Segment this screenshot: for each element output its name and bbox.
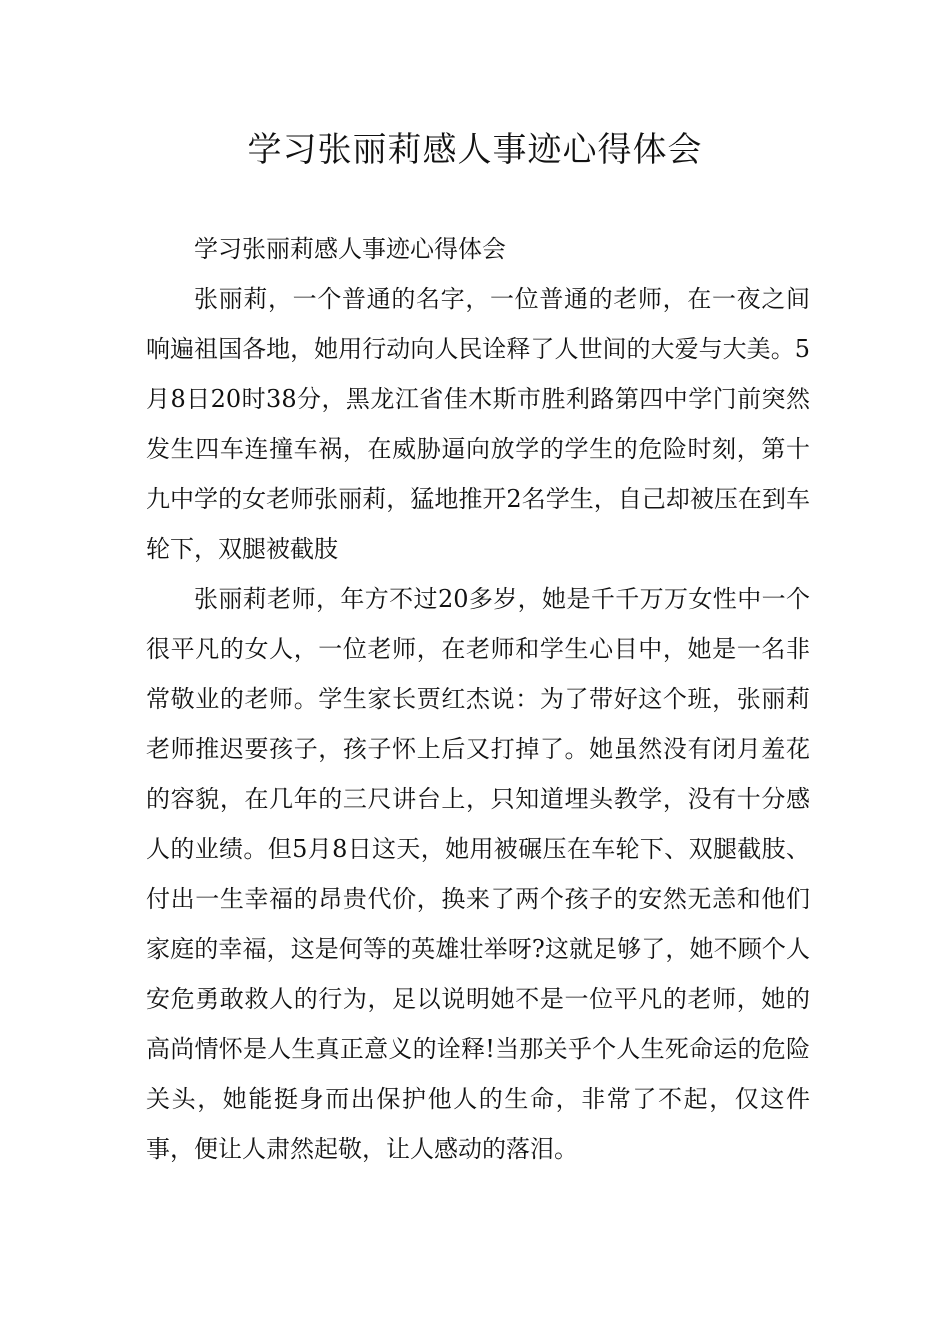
paragraph-1: 张丽莉，一个普通的名字，一位普通的老师，在一夜之间响遍祖国各地，她用行动向人民诠释了人世间的大爱与大美。5月8日20时38分，黑龙江省佳木斯市胜利路第四中学门前突然发生四车连撞车祸，在威胁逼向放学的学生的危险时刻，第十九中学的女老师张丽莉，猛地推开2名学生，自己却被压在到车轮下，双腿被截肢 [146,285,810,563]
document-title: 学习张丽莉感人事迹心得体会 [247,130,703,170]
document-body [146,224,810,1174]
paragraph-subtitle: 学习张丽莉感人事迹心得体会 [194,235,506,263]
paragraph-2: 张丽莉老师，年方不过20多岁，她是千千万万女性中一个很平凡的女人，一位老师，在老师和学生心目中，她是一名非常敬业的老师。学生家长贾红杰说：为了带好这个班，张丽莉老师推迟要孩子，孩子怀上后又打掉了。她虽然没有闭月羞花的容貌，在几年的三尺讲台上，只知道埋头教学，没有十分感人的业绩。但5月8日这天，她用被碾压在车轮下、双腿截肢、付出一生幸福的昂贵代价，换来了两个孩子的安然无恙和他们家庭的幸福，这是何等的英雄壮举呀?这就足够了，她不顾个人安危勇敢救人的行为，足以说明她不是一位平凡的老师，她的高尚情怀是人生真正意义的诠释!当那关乎个人生死命运的危险关头，她能挺身而出保护他人的生命，非常了不起，仅这件事，便让人肃然起敬，让人感动的落泪。 [146,585,810,1163]
